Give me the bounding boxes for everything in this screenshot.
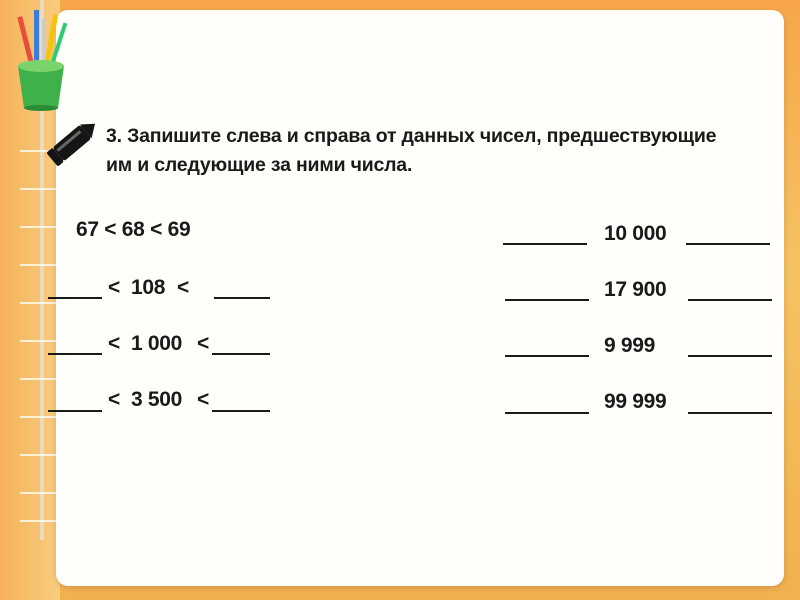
ruler-tick [20, 226, 56, 228]
given-number: 17 900 [604, 278, 667, 301]
ruler-tick [20, 454, 56, 456]
given-number: 10 000 [604, 222, 667, 245]
given-number: 99 999 [604, 390, 667, 413]
answer-blank[interactable] [688, 412, 772, 414]
answer-blank[interactable] [48, 353, 102, 355]
pencil-cup-icon [10, 8, 72, 112]
given-number: 108 [131, 276, 166, 299]
heading-line-2: им и следующие за ними числа. [106, 154, 413, 176]
answer-blank[interactable] [214, 297, 270, 299]
answer-blank[interactable] [48, 297, 102, 299]
answer-blank[interactable] [503, 243, 587, 245]
answer-blank[interactable] [212, 353, 270, 355]
ruler-tick [20, 188, 56, 190]
given-number: 9 999 [604, 334, 656, 357]
ruler-tick [20, 492, 56, 494]
task-heading [106, 122, 786, 180]
answer-blank[interactable] [48, 410, 102, 412]
operator-less-than: < [197, 388, 209, 411]
answer-blank[interactable] [505, 299, 589, 301]
answer-blank[interactable] [688, 355, 772, 357]
operator-less-than: < [108, 276, 120, 299]
answer-blank[interactable] [505, 355, 589, 357]
worksheet-card [56, 10, 784, 586]
answer-blank[interactable] [688, 299, 772, 301]
given-number: 1 000 [131, 332, 183, 355]
ruler-tick [20, 302, 56, 304]
heading-line-1: 3. Запишите слева и справа от данных чисел, предшествующие [106, 125, 717, 147]
operator-less-than: < [108, 332, 120, 355]
given-number: 3 500 [131, 388, 183, 411]
ruler-tick [20, 340, 56, 342]
operator-less-than: < [177, 276, 189, 299]
ruler-tick [20, 264, 56, 266]
example-inequality: 67 < 68 < 69 [76, 218, 191, 241]
answer-blank[interactable] [686, 243, 770, 245]
answer-blank[interactable] [212, 410, 270, 412]
answer-blank[interactable] [505, 412, 589, 414]
operator-less-than: < [197, 332, 209, 355]
pencil-icon [44, 114, 100, 172]
ruler-tick [20, 520, 56, 522]
operator-less-than: < [108, 388, 120, 411]
ruler-tick [20, 378, 56, 380]
ruler-tick [20, 416, 56, 418]
